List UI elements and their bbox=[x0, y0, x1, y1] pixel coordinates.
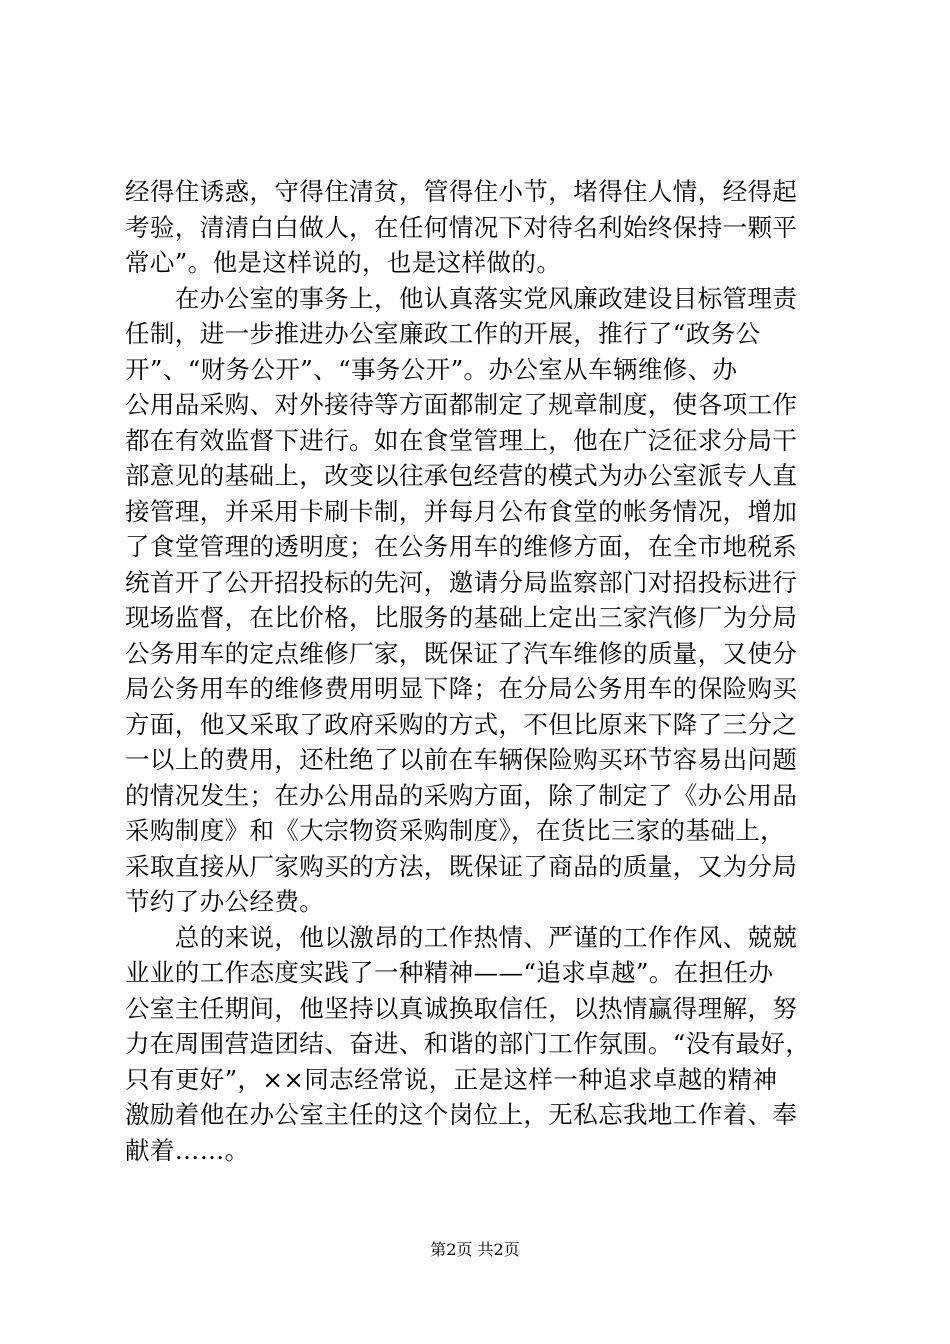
text-line: 一以上的费用，还杜绝了以前在车辆保险购买环节容易出问题 bbox=[125, 745, 798, 774]
text-line: 力在周围营造团结、奋进、和谐的部门工作氛围。“没有最好， bbox=[125, 1029, 811, 1058]
text-line: 方面，他又采取了政府采购的方式，不但比原来下降了三分之 bbox=[125, 709, 798, 739]
document-body bbox=[125, 174, 835, 1168]
text-line: 总的来说，他以激昂的工作热情、严谨的工作作风、兢兢 bbox=[125, 922, 798, 952]
text-line: 常心”。他是这样说的，也是这样做的。 bbox=[125, 248, 562, 277]
text-line: 任制，进一步推进办公室廉政工作的开展，推行了“政务公 bbox=[125, 319, 761, 348]
text-line: 接管理，并采用卡刷卡制，并每月公布食堂的帐务情况，增加 bbox=[125, 496, 798, 526]
text-line: 公用品采购、对外接待等方面都制定了规章制度，使各项工作 bbox=[125, 390, 798, 419]
text-line: 献着……。 bbox=[125, 1135, 250, 1165]
text-line: 了食堂管理的透明度；在公务用车的维修方面，在全市地税系 bbox=[125, 532, 798, 561]
text-line: 部意见的基础上，改变以往承包经营的模式为办公室派专人直 bbox=[125, 461, 798, 490]
text-line: 公务用车的定点维修厂家，既保证了汽车维修的质量，又使分 bbox=[125, 638, 798, 668]
text-line: 开”、“财务公开”、“事务公开”。办公室从车辆维修、办 bbox=[125, 354, 738, 384]
page-number-label: 第2页 共2页 bbox=[430, 1240, 520, 1259]
text-line: 经得住诱惑，守得住清贫，管得住小节，堵得住人情，经得起 bbox=[125, 177, 798, 206]
text-line: 只有更好”，××同志经常说，正是这样一种追求卓越的精神 bbox=[125, 1064, 778, 1094]
text-line: 都在有效监督下进行。如在食堂管理上，他在广泛征求分局干 bbox=[125, 425, 798, 455]
text-line: 采购制度》和《大宗物资采购制度》，在货比三家的基础上， bbox=[125, 816, 786, 845]
text-line: 现场监督，在比价格，比服务的基础上定出三家汽修厂为分局 bbox=[125, 603, 798, 632]
text-line: 节约了办公经费。 bbox=[125, 887, 325, 916]
text-line: 采取直接从厂家购买的方法，既保证了商品的质量，又为分局 bbox=[125, 851, 798, 881]
text-line: 的情况发生；在办公用品的采购方面，除了制定了《办公用品 bbox=[125, 780, 798, 810]
page-footer bbox=[0, 1240, 950, 1260]
text-line: 在办公室的事务上，他认真落实党风廉政建设目标管理责 bbox=[125, 283, 798, 313]
text-line: 激励着他在办公室主任的这个岗位上，无私忘我地工作着、奉 bbox=[125, 1100, 798, 1129]
text-line: 考验，清清白白做人，在任何情况下对待名利始终保持一颗平 bbox=[125, 212, 798, 242]
text-line: 局公务用车的维修费用明显下降；在分局公务用车的保险购买 bbox=[125, 674, 798, 703]
text-line: 公室主任期间，他坚持以真诚换取信任，以热情赢得理解，努 bbox=[125, 993, 798, 1023]
text-line: 统首开了公开招投标的先河，邀请分局监察部门对招投标进行 bbox=[125, 567, 798, 597]
text-line: 业业的工作态度实践了一种精神——“追求卓越”。在担任办 bbox=[125, 958, 774, 987]
